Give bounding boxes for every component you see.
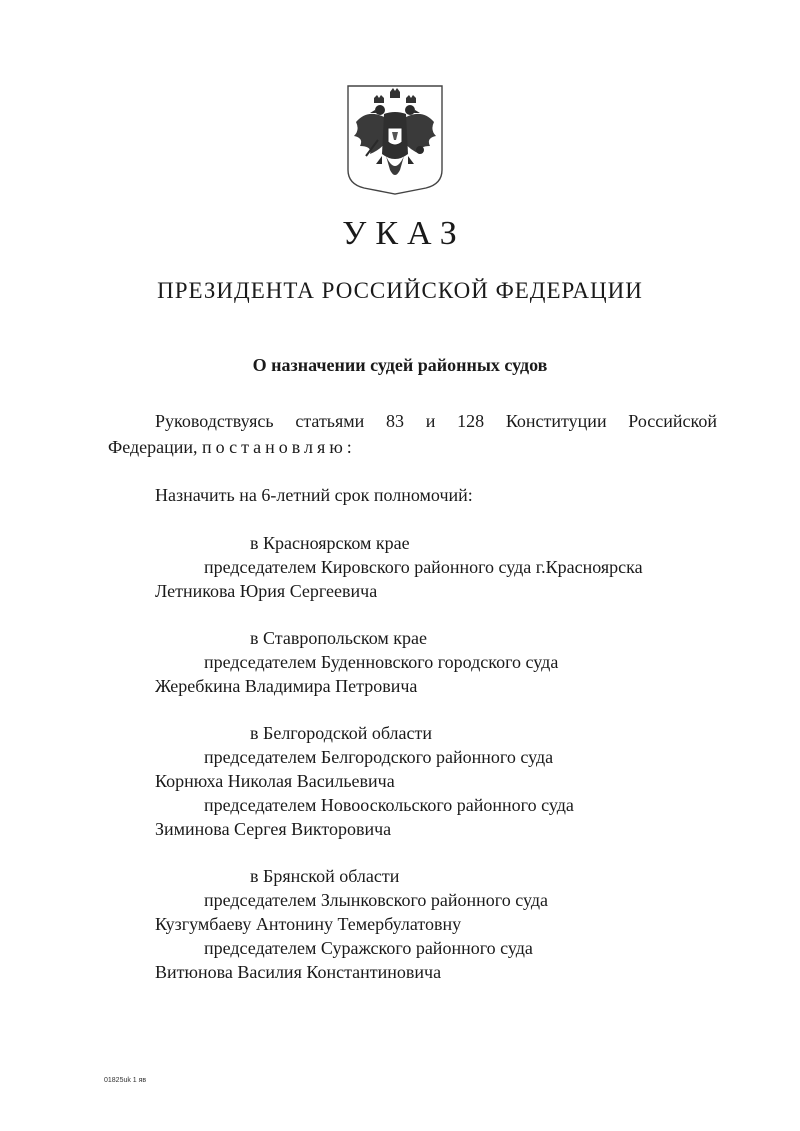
appoint-statement: Назначить на 6-летний срок полномочий:	[155, 485, 473, 505]
region-label: в Белгородской области	[250, 723, 433, 743]
intro-decree-word: постановляю:	[202, 437, 356, 457]
document-title: УКАЗ	[342, 215, 466, 252]
appointment-person: Корнюха Николая Васильевича	[155, 771, 395, 791]
region-label: в Ставропольском крае	[250, 628, 428, 648]
appointment-position: председателем Белгородского районного суда	[204, 747, 554, 767]
document-footer-code: 01825uk 1 яв	[104, 1077, 147, 1084]
region-label: в Красноярском крае	[250, 533, 410, 553]
appointment-person: Зиминова Сергея Викторовича	[155, 819, 392, 839]
appointment-position: председателем Новооскольского районного суда	[204, 795, 574, 815]
appointment-position: председателем Буденновского городского суда	[204, 652, 559, 672]
intro-line-2-prefix: Федерации,	[108, 437, 203, 457]
region-label: в Брянской области	[250, 866, 400, 886]
appointment-person: Жеребкина Владимира Петровича	[155, 676, 418, 696]
coat-of-arms-emblem	[346, 84, 444, 196]
appointment-position: председателем Кировского районного суда г.Красноярска	[204, 557, 643, 577]
appointment-position: председателем Злынковского районного суда	[204, 890, 548, 910]
document-subtitle: ПРЕЗИДЕНТА РОССИЙСКОЙ ФЕДЕРАЦИИ	[157, 278, 643, 303]
appointment-position: председателем Суражского районного суда	[204, 938, 533, 958]
appointment-person: Летникова Юрия Сергеевича	[155, 581, 378, 601]
intro-line-1: Руководствуясь статьями 83 и 128 Конституции Российской	[155, 411, 717, 431]
document-heading: О назначении судей районных судов	[252, 355, 548, 375]
appointment-person: Витюнова Василия Константиновича	[155, 962, 442, 982]
intro-line-2	[108, 435, 356, 459]
appointment-person: Кузгумбаеву Антонину Темербулатовну	[155, 914, 462, 934]
